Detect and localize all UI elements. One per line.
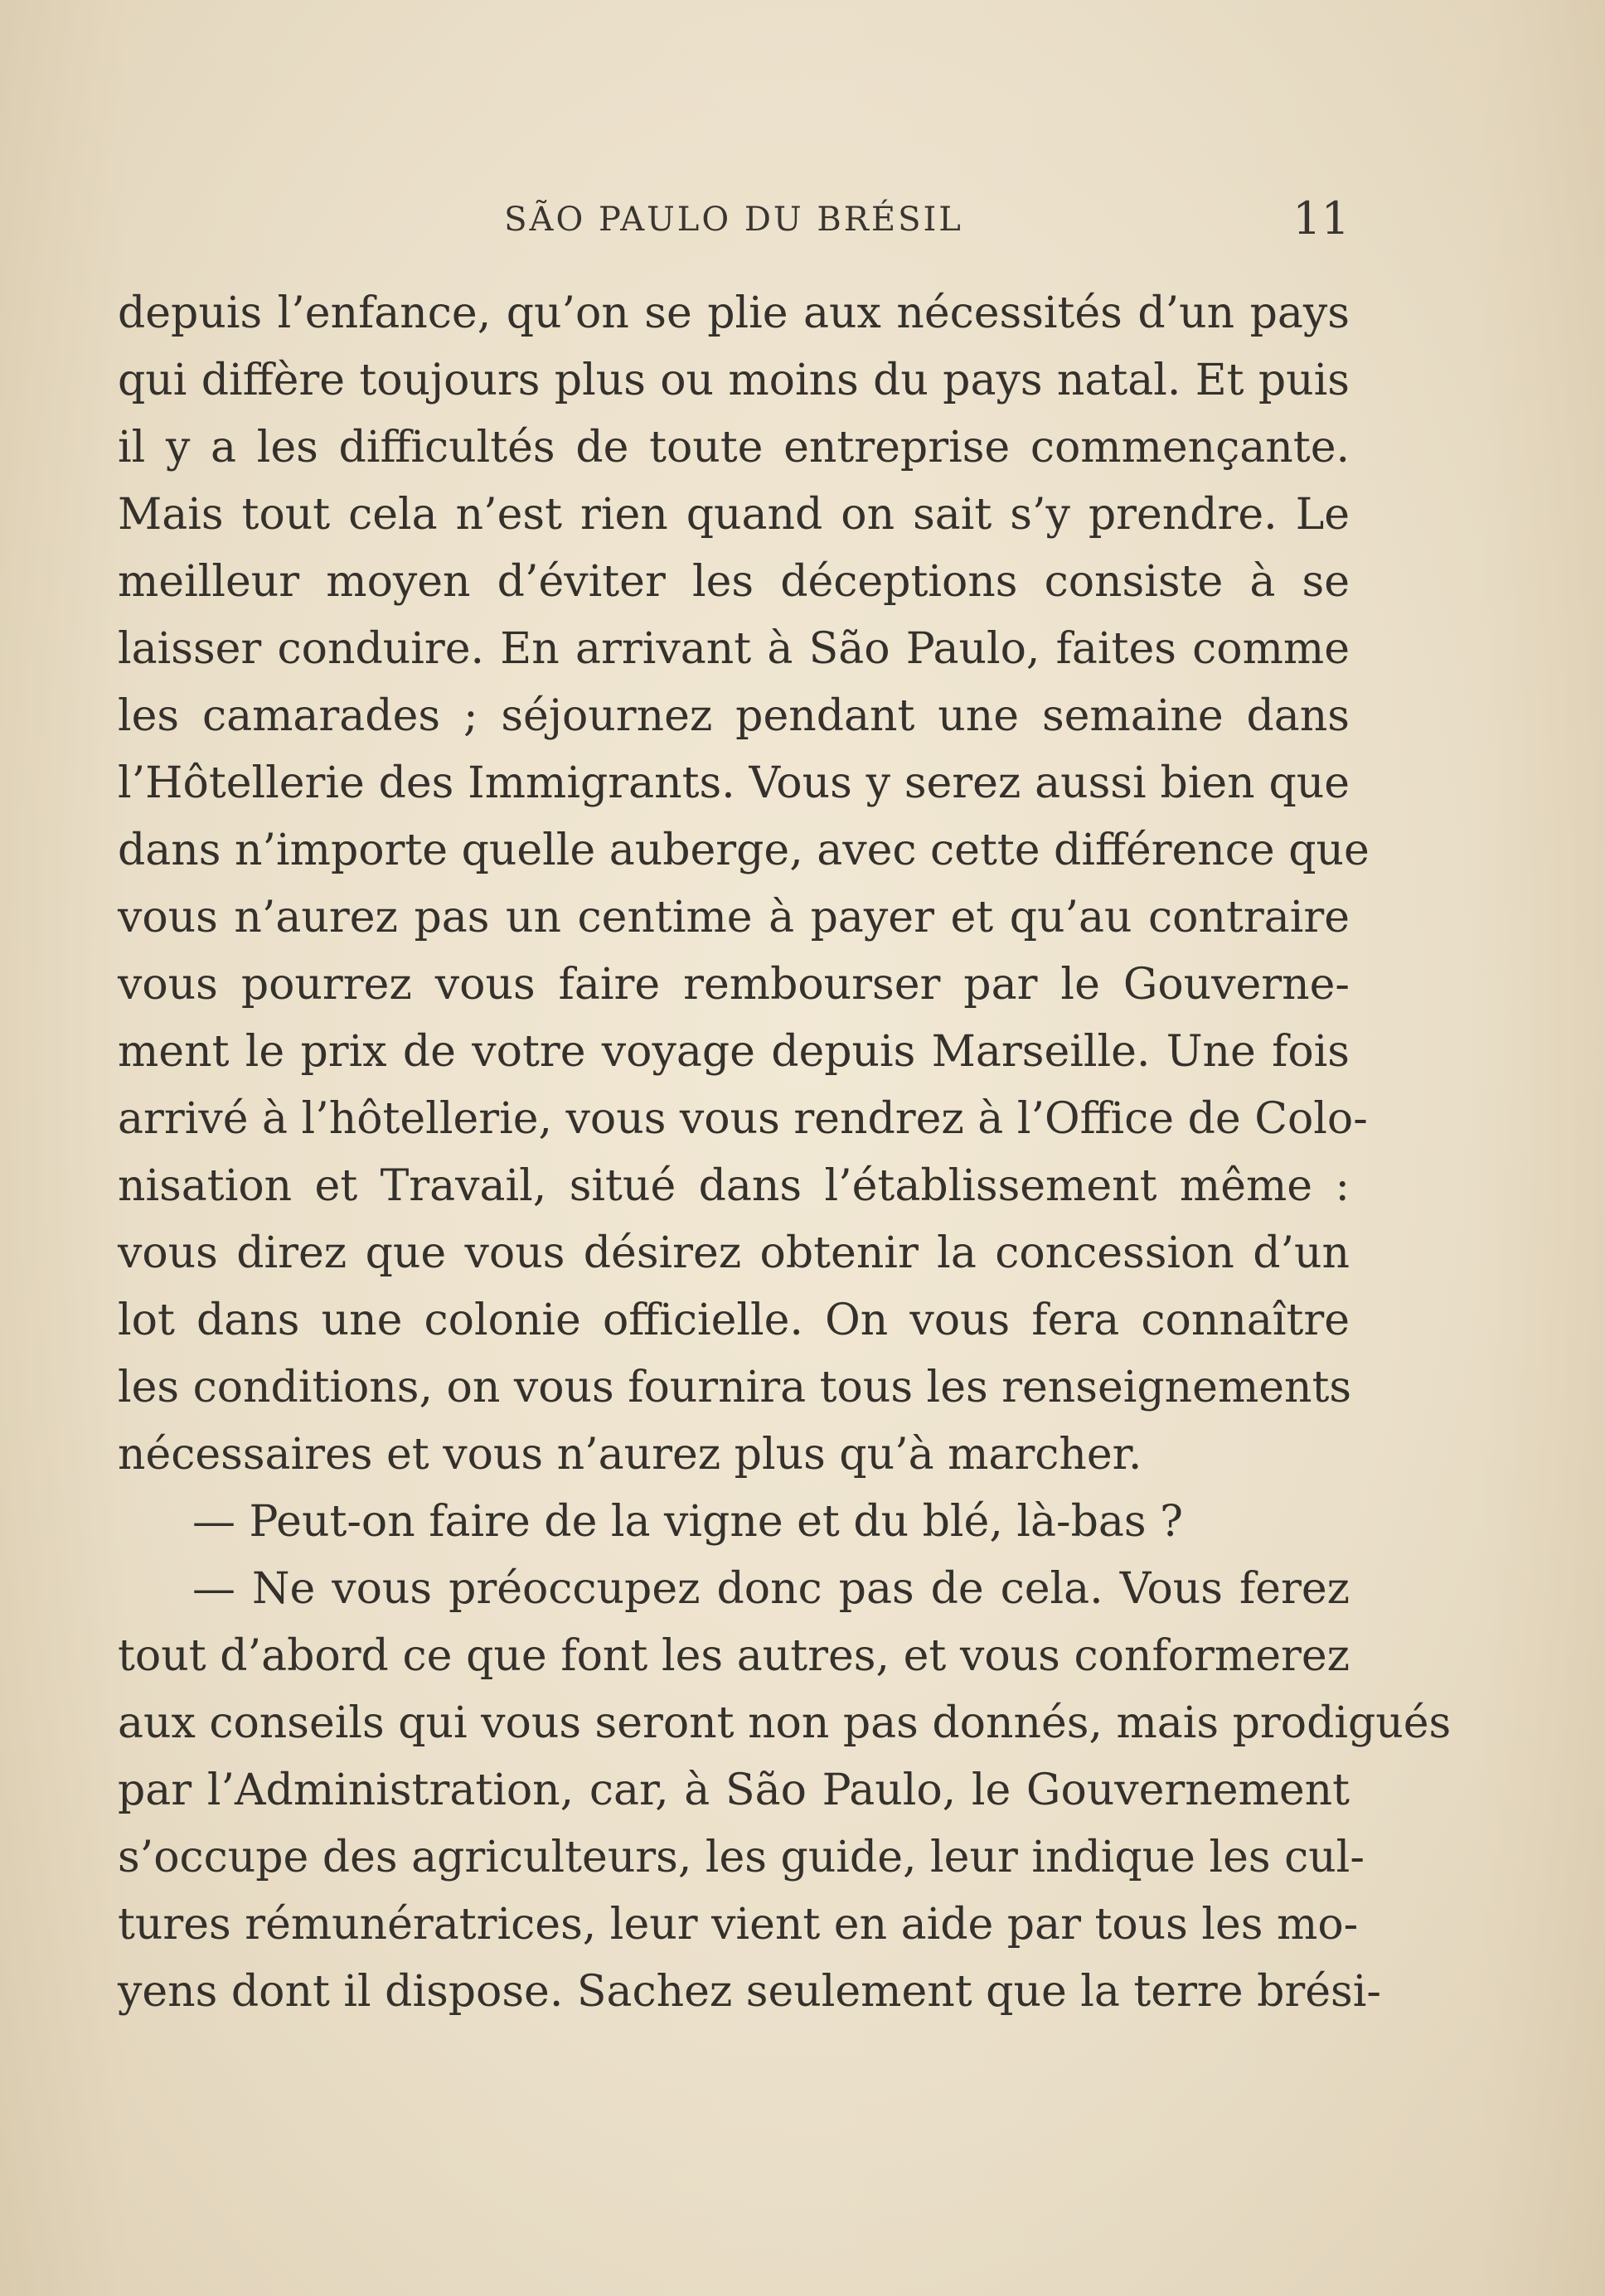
- text-line: les camarades ; séjournez pendant une semaine dans: [118, 691, 1350, 741]
- text-line: l’Hôtellerie des Immigrants. Vous y serez aussi bien que: [118, 758, 1350, 808]
- text-line: ment le prix de votre voyage depuis Marseille. Une fois: [118, 1027, 1350, 1077]
- page-number: 11: [1292, 192, 1350, 245]
- text-line: dans n’importe quelle auberge, avec cette différence que: [118, 826, 1370, 875]
- text-line: il y a les difficultés de toute entreprise commençante.: [118, 423, 1350, 472]
- running-head-title: SÃO PAULO DU BRÉSIL: [504, 201, 963, 239]
- text-line: vous direz que vous désirez obtenir la concession d’un: [118, 1228, 1350, 1278]
- text-line: Mais tout cela n’est rien quand on sait s’y prendre. Le: [118, 490, 1350, 540]
- text-line: vous pourrez vous faire rembourser par le Gouverne-: [118, 960, 1350, 1010]
- text-line: qui diffère toujours plus ou moins du pays natal. Et puis: [118, 356, 1350, 405]
- text-line: laisser conduire. En arrivant à São Paulo, faites comme: [118, 624, 1350, 674]
- text-line: s’occupe des agriculteurs, les guide, leur indique les cul-: [118, 1833, 1365, 1882]
- body-text: [118, 280, 1452, 2026]
- text-line: vous n’aurez pas un centime à payer et qu’au contraire: [118, 893, 1350, 942]
- text-line: nisation et Travail, situé dans l’établissement même :: [118, 1161, 1350, 1211]
- text-line: meilleur moyen d’éviter les déceptions consiste à se: [118, 557, 1350, 607]
- text-line: par l’Administration, car, à São Paulo, le Gouvernement: [118, 1766, 1350, 1815]
- text-line: les conditions, on vous fournira tous les renseignements: [118, 1363, 1352, 1412]
- text-line: yens dont il dispose. Sachez seulement que la terre brési-: [118, 1967, 1381, 2017]
- dialogue-line: — Ne vous préoccupez donc pas de cela. Vous ferez: [192, 1564, 1350, 1614]
- text-line: lot dans une colonie officielle. On vous fera connaître: [118, 1296, 1350, 1345]
- text-line: nécessaires et vous n’aurez plus qu’à marcher.: [118, 1430, 1142, 1480]
- dialogue-line: — Peut-on faire de la vigne et du blé, là-bas ?: [192, 1497, 1183, 1547]
- text-line: arrivé à l’hôtellerie, vous vous rendrez à l’Office de Colo-: [118, 1094, 1368, 1144]
- text-line: tures rémunératrices, leur vient en aide par tous les mo-: [118, 1900, 1359, 1950]
- text-line: aux conseils qui vous seront non pas donnés, mais prodigués: [118, 1698, 1452, 1748]
- text-line: tout d’abord ce que font les autres, et vous conformerez: [118, 1631, 1350, 1681]
- running-head: [118, 192, 1350, 250]
- text-line: depuis l’enfance, qu’on se plie aux nécessités d’un pays: [118, 288, 1350, 338]
